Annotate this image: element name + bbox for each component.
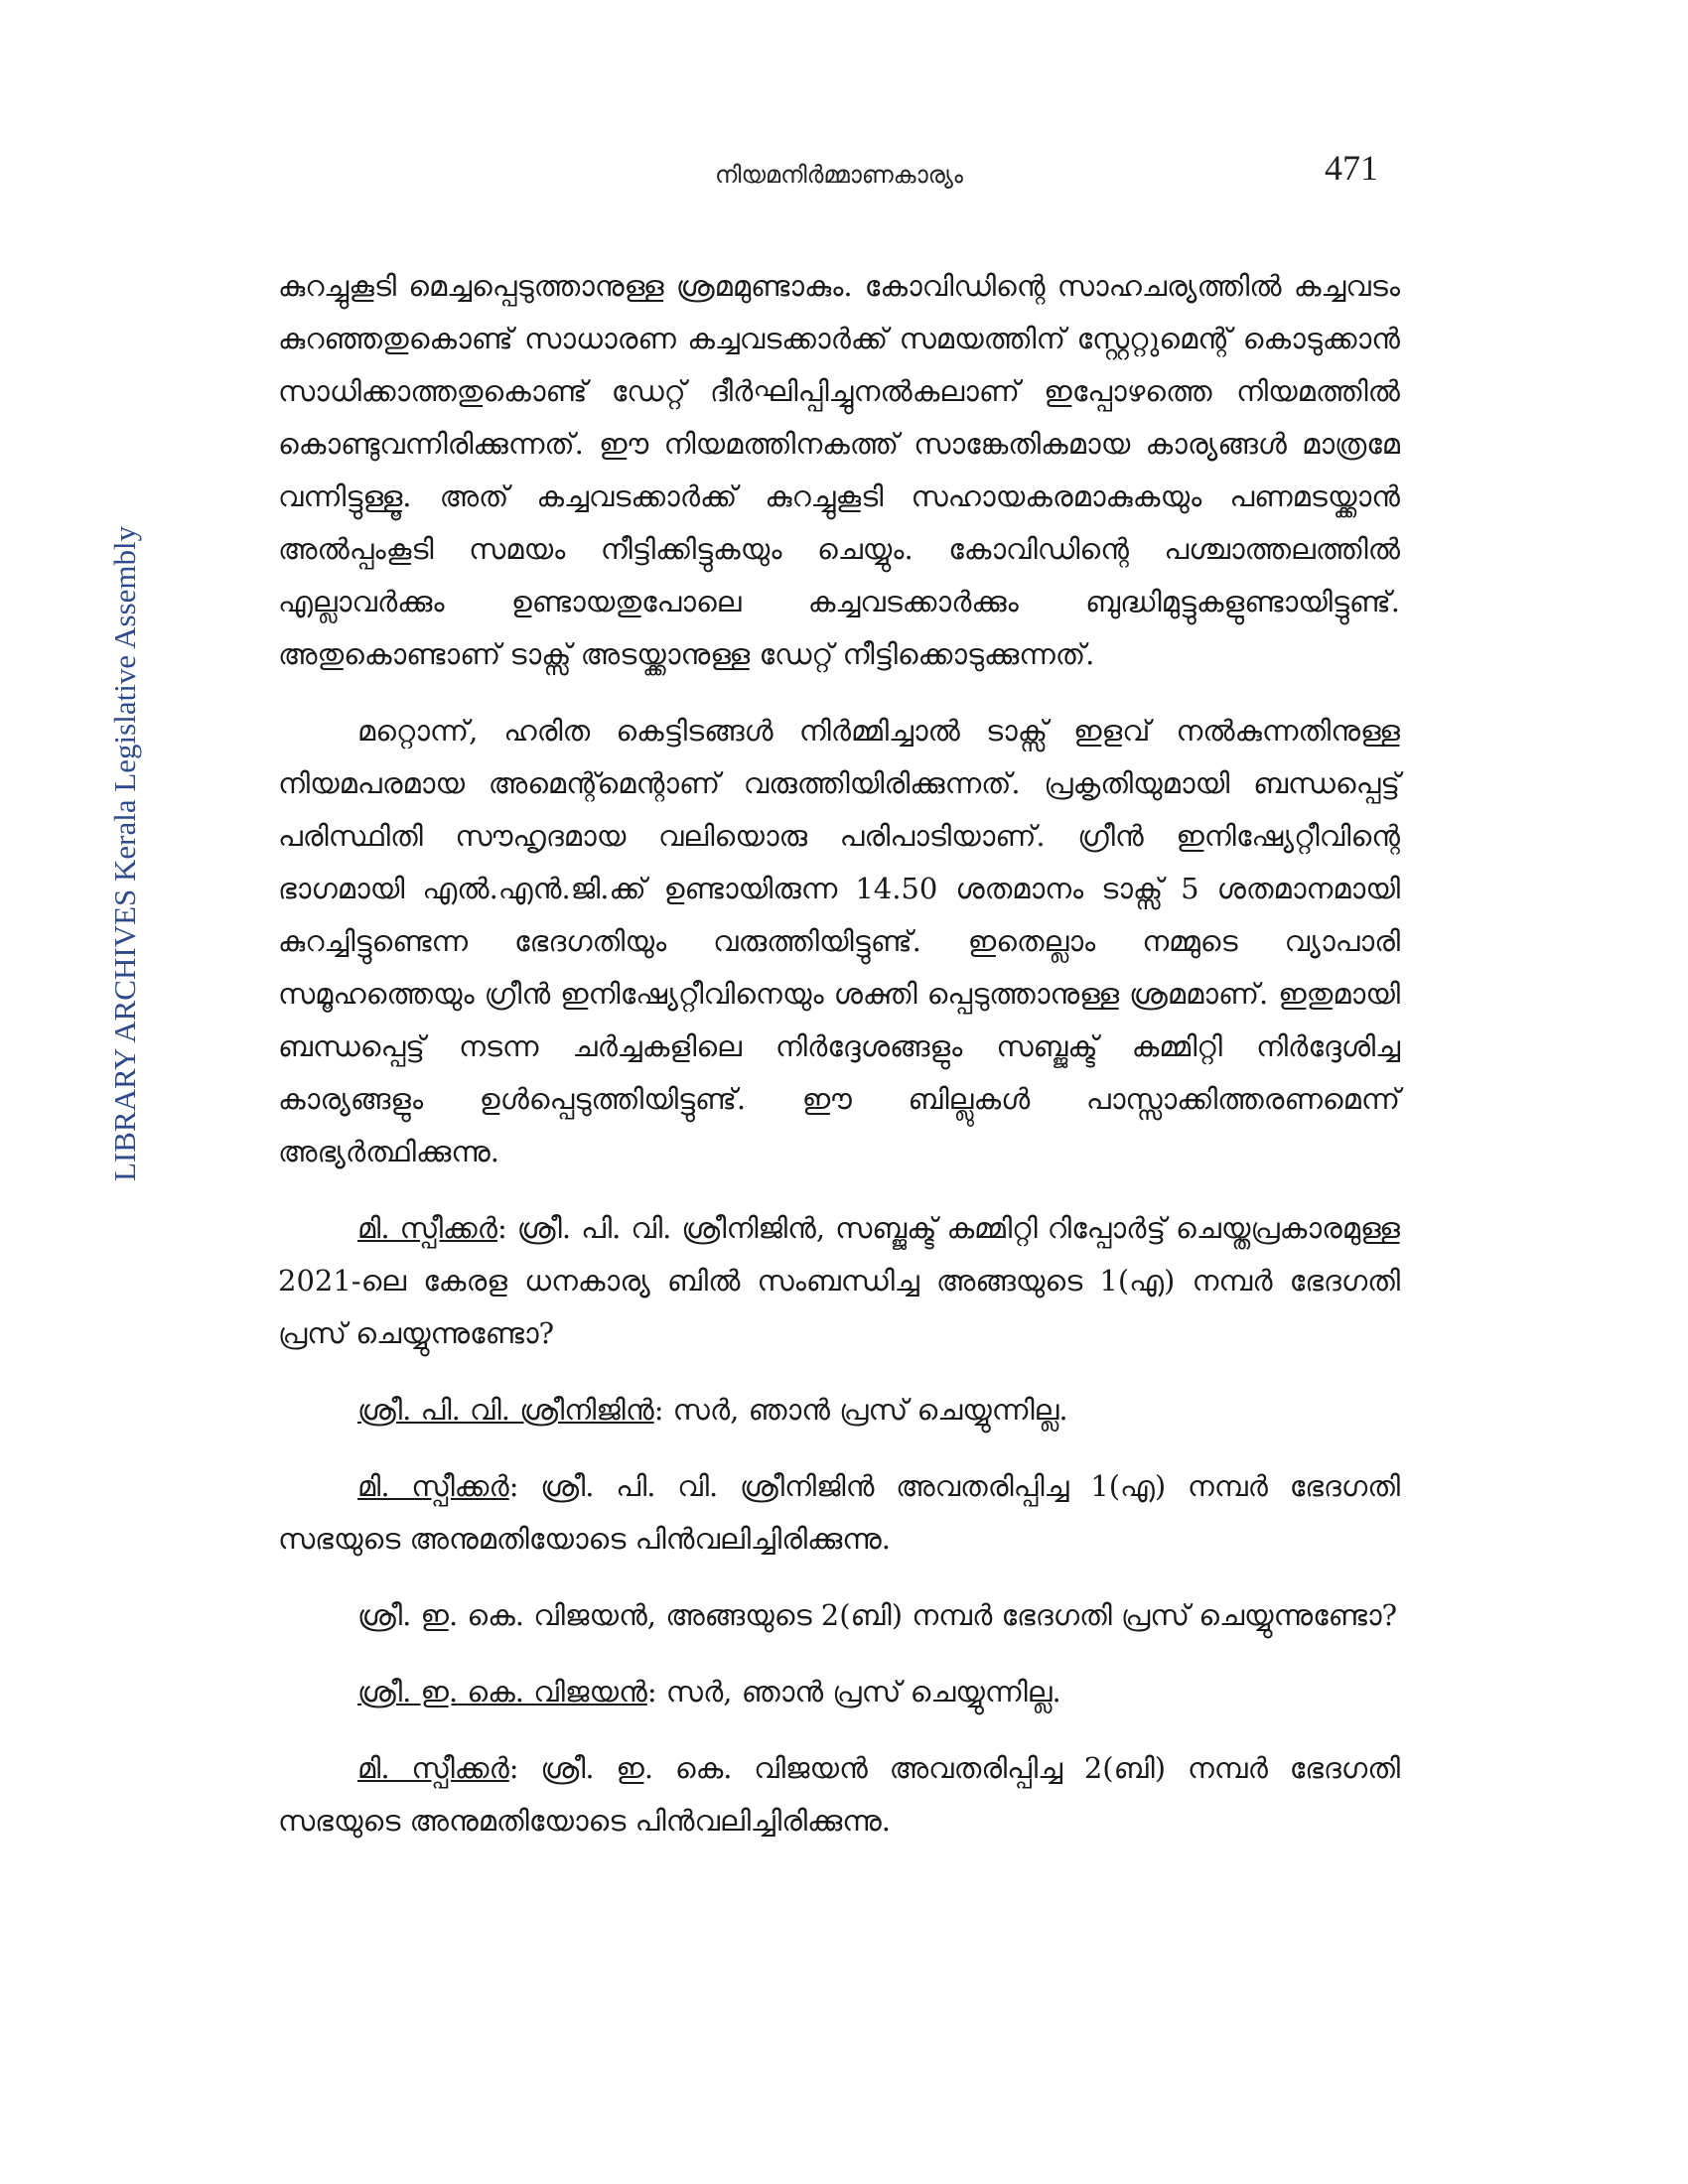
document-body: [278, 260, 1400, 1871]
paragraph-text: : ശ്രീ. പി. വി. ശ്രീനിജിൻ, സബ്ജക്ട് കമ്മിറ്റി റിപ്പോർട്ട് ചെയ്തപ്രകാരമുള്ള 2021-ലെ കേരള ധനകാര്യ ബിൽ സംബന്ധിച്ച അങ്ങയുടെ 1(എ) നമ്പർ ഭേദഗതി പ്രസ് ചെയ്യുന്നുണ്ടോ?: [278, 1211, 1400, 1350]
paragraph-text: : ശ്രീ. ഇ. കെ. വിജയൻ അവതരിപ്പിച്ച 2(ബി) നമ്പർ ഭേദഗതി സഭയുടെ അനുമതിയോടെ പിൻവലിച്ചിരിക്കുന്നു.: [278, 1751, 1400, 1838]
speaker-name: ശ്രീ. ഇ. കെ. വിജയൻ: [357, 1675, 647, 1708]
paragraph: [278, 1589, 1400, 1642]
archive-stamp: LIBRARY ARCHIVES Kerala Legislative Assembly: [107, 525, 142, 1181]
running-title: നിയമനിർമ്മാണകാര്യം: [715, 161, 963, 189]
page-number: 471: [1325, 148, 1378, 188]
paragraph: [278, 1460, 1400, 1566]
paragraph-text: : ശ്രീ. പി. വി. ശ്രീനിജിൻ അവതരിപ്പിച്ച 1(എ) നമ്പർ ഭേദഗതി സഭയുടെ അനുമതിയോടെ പിൻവലിച്ചിരിക്കുന്നു.: [278, 1469, 1400, 1556]
speaker-name: ശ്രീ. പി. വി. ശ്രീനിജിൻ: [357, 1393, 654, 1427]
paragraph-text: : സർ, ഞാൻ പ്രസ് ചെയ്യുന്നില്ല.: [653, 1393, 1068, 1427]
paragraph: [278, 1384, 1400, 1436]
paragraph: [278, 1202, 1400, 1360]
paragraph: [278, 1742, 1400, 1847]
paragraph-text: ശ്രീ. ഇ. കെ. വിജയൻ, അങ്ങയുടെ 2(ബി) നമ്പർ ഭേദഗതി പ്രസ് ചെയ്യുന്നുണ്ടോ?: [357, 1598, 1398, 1632]
paragraph-text: മറ്റൊന്ന്, ഹരിത കെട്ടിടങ്ങൾ നിർമ്മിച്ചാൽ ടാക്സ് ഇളവ് നൽകുന്നതിനുള്ള നിയമപരമായ അമെന്റ്മെന്റാണ് വരുത്തിയിരിക്കുന്നത്. പ്രകൃതിയുമായി ബന്ധപ്പെട്ട് പരിസ്ഥിതി സൗഹൃദമായ വലിയൊരു പരിപാടിയാണ്. ഗ്രീൻ ഇനിഷ്യേറ്റീവിന്റെ ഭാഗമായി എൽ.എൻ.ജി.ക്ക് ഉണ്ടായിരുന്ന 14.50 ശതമാനം ടാക്സ് 5 ശതമാനമായി കുറച്ചിട്ടുണ്ടെന്ന ഭേദഗതിയും വരുത്തിയിട്ടുണ്ട്. ഇതെല്ലാം നമ്മുടെ വ്യാപാരി സമൂഹത്തെയും ഗ്രീൻ ഇനിഷ്യേറ്റീവിനെയും ശക്തി പ്പെടുത്താനുള്ള ശ്രമമാണ്. ഇതുമായി ബന്ധപ്പെട്ട് നടന്ന ചർച്ചകളിലെ നിർദ്ദേശങ്ങളും സബ്ജക്ട് കമ്മിറ്റി നിർദ്ദേശിച്ച കാര്യങ്ങളും ഉൾപ്പെടുത്തിയിട്ടുണ്ട്. ഈ ബില്ലുകൾ പാസ്സാക്കിത്തരണമെന്ന് അഭ്യർത്ഥിക്കുന്നു.: [278, 714, 1400, 1168]
paragraph-text: കുറച്ചുകൂടി മെച്ചപ്പെടുത്താനുള്ള ശ്രമമുണ്ടാകും. കോവിഡിന്റെ സാഹചര്യത്തിൽ കച്ചവടം കുറഞ്ഞതുകൊണ്ട് സാധാരണ കച്ചവടക്കാർക്ക് സമയത്തിന് സ്റ്റേറ്റുമെന്റ് കൊടുക്കാൻ സാധിക്കാത്തതുകൊണ്ട് ഡേറ്റ് ദീർഘിപ്പിച്ചുനൽകലാണ് ഇപ്പോഴത്തെ നിയമത്തിൽ കൊണ്ടുവന്നിരിക്കുന്നത്. ഈ നിയമത്തിനകത്ത് സാങ്കേതികമായ കാര്യങ്ങൾ മാത്രമേ വന്നിട്ടുള്ളൂ. അത് കച്ചവടക്കാർക്ക് കുറച്ചുകൂടി സഹായകരമാകുകയും പണമടയ്ക്കാൻ അൽപ്പംകൂടി സമയം നീട്ടിക്കിട്ടുകയും ചെയ്യും. കോവിഡിന്റെ പശ്ചാത്തലത്തിൽ എല്ലാവർക്കും ഉണ്ടായതുപോലെ കച്ചവടക്കാർക്കും ബുദ്ധിമുട്ടുകളുണ്ടായിട്ടുണ്ട്. അതുകൊണ്ടാണ് ടാക്സ് അടയ്ക്കാനുള്ള ഡേറ്റ് നീട്ടിക്കൊടുക്കുന്നത്.: [278, 269, 1400, 671]
page-header: [278, 147, 1400, 206]
paragraph: [278, 1666, 1400, 1718]
speaker-name: മി. സ്പീക്കർ: [357, 1751, 509, 1785]
paragraph: [278, 705, 1400, 1178]
paragraph-text: : സർ, ഞാൻ പ്രസ് ചെയ്യുന്നില്ല.: [646, 1675, 1061, 1708]
speaker-name: മി. സ്പീക്കർ: [357, 1469, 509, 1503]
paragraph: [278, 260, 1400, 681]
speaker-name: മി. സ്പീക്കർ: [357, 1211, 497, 1245]
